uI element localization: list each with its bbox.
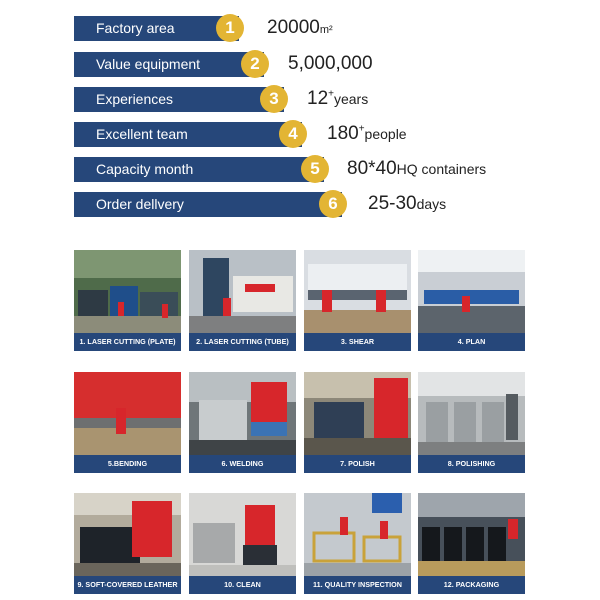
- process-caption: 9. SOFT-COVERED LEATHER: [74, 576, 181, 594]
- stat-unit: days: [416, 196, 447, 212]
- stat-label: Order dellvery: [74, 192, 342, 217]
- process-caption: 8. POLISHING: [418, 455, 525, 473]
- process-caption: 5.BENDING: [74, 455, 181, 473]
- stat-number-badge: 4: [279, 120, 307, 148]
- stat-value: [368, 190, 446, 218]
- process-card-laser-cutting-plate: [74, 250, 181, 351]
- stat-sup: +: [328, 88, 334, 100]
- process-card-laser-cutting-tube: [189, 250, 296, 351]
- process-caption: 11. QUALITY INSPECTION: [304, 576, 411, 594]
- process-photo: [74, 493, 181, 576]
- process-photo: [418, 493, 525, 576]
- stat-number-badge: 5: [301, 155, 329, 183]
- process-caption: 10. CLEAN: [189, 576, 296, 594]
- process-card-welding: [189, 372, 296, 473]
- stat-number-badge: 2: [241, 50, 269, 78]
- stat-label: Experiences: [74, 87, 284, 112]
- process-photo: [189, 250, 296, 333]
- process-photo: [189, 372, 296, 455]
- process-photo: [304, 493, 411, 576]
- process-card-quality-inspection: [304, 493, 411, 594]
- stat-unit: m²: [319, 24, 333, 36]
- stat-number-badge: 3: [260, 85, 288, 113]
- process-caption: 3. SHEAR: [304, 333, 411, 351]
- stat-number: 20000: [267, 17, 320, 38]
- stat-unit: HQ containers: [396, 161, 487, 177]
- stat-number: 180: [327, 123, 359, 144]
- process-card-bending: [74, 372, 181, 473]
- stat-number-badge: 1: [216, 14, 244, 42]
- process-caption: 7. POLISH: [304, 455, 411, 473]
- stat-number-badge: 6: [319, 190, 347, 218]
- stat-number: 80*40: [347, 158, 397, 179]
- process-card-shear: [304, 250, 411, 351]
- stat-sup: +: [358, 123, 365, 135]
- process-card-soft-covered-leather: [74, 493, 181, 594]
- process-photo: [418, 250, 525, 333]
- process-caption: 12. PACKAGING: [418, 576, 525, 594]
- stat-number: 25-30: [368, 193, 417, 214]
- stat-number: 12: [307, 88, 329, 109]
- stat-unit: years: [333, 91, 369, 107]
- stat-label: Value equipment: [74, 52, 264, 77]
- stat-value: [288, 50, 373, 78]
- process-card-polishing: [418, 372, 525, 473]
- stat-label: Capacity month: [74, 157, 324, 182]
- stat-label: Factory area: [74, 16, 239, 41]
- process-caption: 6. WELDING: [189, 455, 296, 473]
- stat-label: Excellent team: [74, 122, 302, 147]
- process-card-clean: [189, 493, 296, 594]
- process-photo: [74, 250, 181, 333]
- process-photo: [74, 372, 181, 455]
- stat-value: [327, 120, 407, 148]
- stat-number: 5,000,000: [288, 53, 373, 74]
- process-caption: 2. LASER CUTTING (TUBE): [189, 333, 296, 351]
- stat-value: [307, 85, 368, 113]
- stat-unit: people: [364, 126, 407, 142]
- process-photo: [304, 250, 411, 333]
- process-card-packaging: [418, 493, 525, 594]
- process-photo: [304, 372, 411, 455]
- stat-value: [347, 155, 486, 183]
- process-card-plan: [418, 250, 525, 351]
- process-photo: [418, 372, 525, 455]
- process-caption: 1. LASER CUTTING (PLATE): [74, 333, 181, 351]
- process-caption: 4. PLAN: [418, 333, 525, 351]
- process-photo: [189, 493, 296, 576]
- stat-value: [267, 14, 333, 44]
- process-card-polish: [304, 372, 411, 473]
